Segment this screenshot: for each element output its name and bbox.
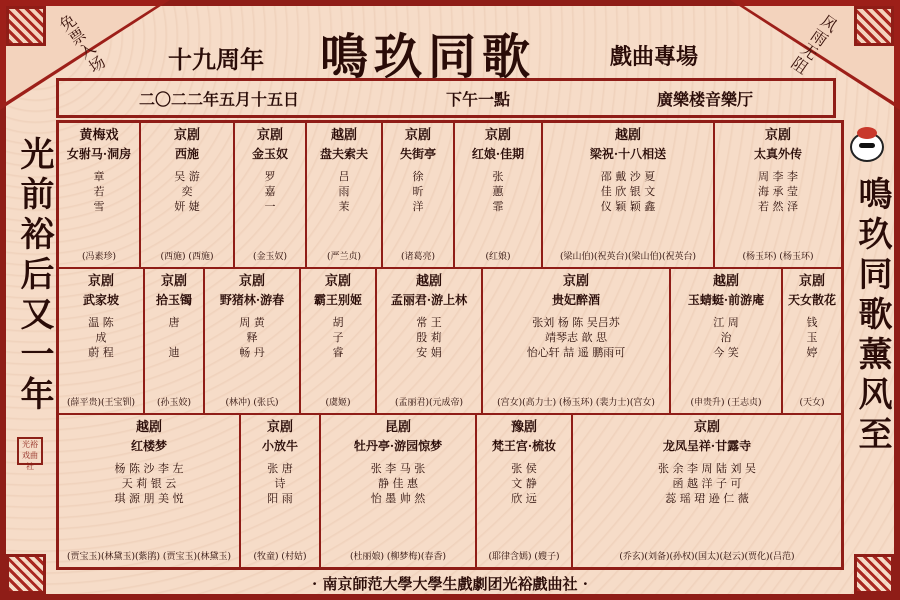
event-venue: 廣樂楼音樂厅	[656, 89, 753, 109]
program-cell: 京剧 拾玉镯 唐 迪 (孙玉姣)	[145, 269, 205, 413]
page-title: 鳴玖同歌	[320, 29, 537, 85]
rain-or-shine-note: 风雨无阻	[786, 10, 841, 78]
free-entry-note: 免票入场	[54, 10, 109, 78]
program-cell: 京剧 西施 吴 游 奕 妍 婕 (西施) (西施)	[141, 123, 235, 267]
program-cell: 越剧 红楼梦 杨 陈 沙 李 左 天 莉 银 云 琪 源 朋 美 悦 (贾宝玉)(林黛玉)(紫鹃) (贾宝玉)(林黛玉)	[59, 415, 241, 567]
program-cell: 越剧 孟丽君·游上林 常 王 殷 莉 安 娟 (孟丽君)(元成帝)	[377, 269, 483, 413]
program-row-3	[59, 415, 841, 567]
program-cell: 京剧 太真外传 周 李 李 海 承 莹 若 然 泽 (杨玉环) (杨玉环)	[742, 128, 814, 262]
bottom-right-corner-pattern	[854, 554, 894, 594]
program-cell: 越剧 盘夫索夫 吕 雨 茉 (严兰贞)	[307, 123, 383, 267]
bottom-left-corner-pattern	[6, 554, 46, 594]
program-cell: 京剧 天女散花 钱 玉 婷 (天女)	[787, 274, 836, 408]
program-row-2	[59, 269, 841, 415]
program-cell: 京剧 龙凤呈祥·甘露寺 张 余 李 周 陆 刘 吴 函 越 洋 子 可 蕊 瑶 珺 逊 仁 薇 (乔玄)(刘备)(孙权)(国太)(赵云)(贾化)(吕范)	[619, 420, 795, 562]
right-vertical-couplet: 鳴玖同歌薰风至	[852, 176, 892, 456]
program-cell: 京剧 失街亭 徐 昕 洋 (诸葛亮)	[383, 123, 455, 267]
program-cell: 越剧 梁祝·十八相送 邵 戴 沙 夏 佳 欣 银 文 仪 颖 颖 鑫 (梁山伯)(祝英台)(梁山伯)(祝英台)	[543, 123, 715, 267]
event-info-bar	[56, 78, 836, 118]
top-left-corner-pattern	[6, 6, 46, 46]
program-cell: 京剧 金玉奴 罗 嘉 一 (金玉奴)	[235, 123, 307, 267]
program-cell: 昆剧 牡丹亭·游园惊梦 张 李 马 张 静 佳 惠 怡 墨 帅 然 (杜丽娘) (柳梦梅)(春香)	[321, 415, 477, 567]
program-cell: 京剧 霸王别姬 胡 子 睿 (虞姬)	[301, 269, 377, 413]
program-cell: 京剧 小放牛 张 唐 诗 阳 雨 (牧童) (村姑)	[241, 415, 321, 567]
program-cell: 京剧 红娘·佳期 张 蕙 霏 (红娘)	[455, 123, 543, 267]
left-vertical-couplet: 光前裕后又一年	[14, 136, 54, 416]
event-date: 二〇二二年五月十五日	[139, 89, 300, 109]
program-cell: 京剧 武家坡 温 陈 成 蔚 程 (薛平贵)(王宝钏)	[59, 269, 145, 413]
anniversary-label: 十九周年	[168, 45, 264, 74]
program-cell: 豫剧 梵王宫·梳妆 张 侯 文 静 欣 远 (耶律含嫣) (嫂子)	[477, 415, 573, 567]
opera-mask-icon	[850, 132, 884, 162]
event-type-label: 戲曲專場	[610, 44, 699, 70]
program-cell: 京剧 野猪林·游春 周 黄 释 畅 丹 (林冲) (张氏)	[205, 269, 301, 413]
seal-stamp: 光裕戏曲社	[17, 437, 43, 465]
top-right-corner-pattern	[854, 6, 894, 46]
program-cell: 黄梅戏 女驸马·洞房 章 若 雪 (冯素珍)	[59, 123, 141, 267]
program-row-1	[59, 123, 841, 269]
event-time: 下午一點	[445, 89, 510, 109]
program-cell: 京剧 贵妃醉酒 张刘 杨 陈 吴吕苏 靖琴志 歆 思 怡心轩 喆 遥 鹏雨可 (宫女)(高力士) (杨玉环) (裴力士)(宫女)	[483, 269, 671, 413]
organizer-footer: · 南京師范大學大學生戲劇团光裕戲曲社 ·	[312, 575, 588, 593]
program-grid	[56, 120, 844, 570]
program-cell: 越剧 玉蜻蜓·前游庵 江 周 治 今 笑 (申贵升) (王志贞)	[671, 269, 783, 413]
